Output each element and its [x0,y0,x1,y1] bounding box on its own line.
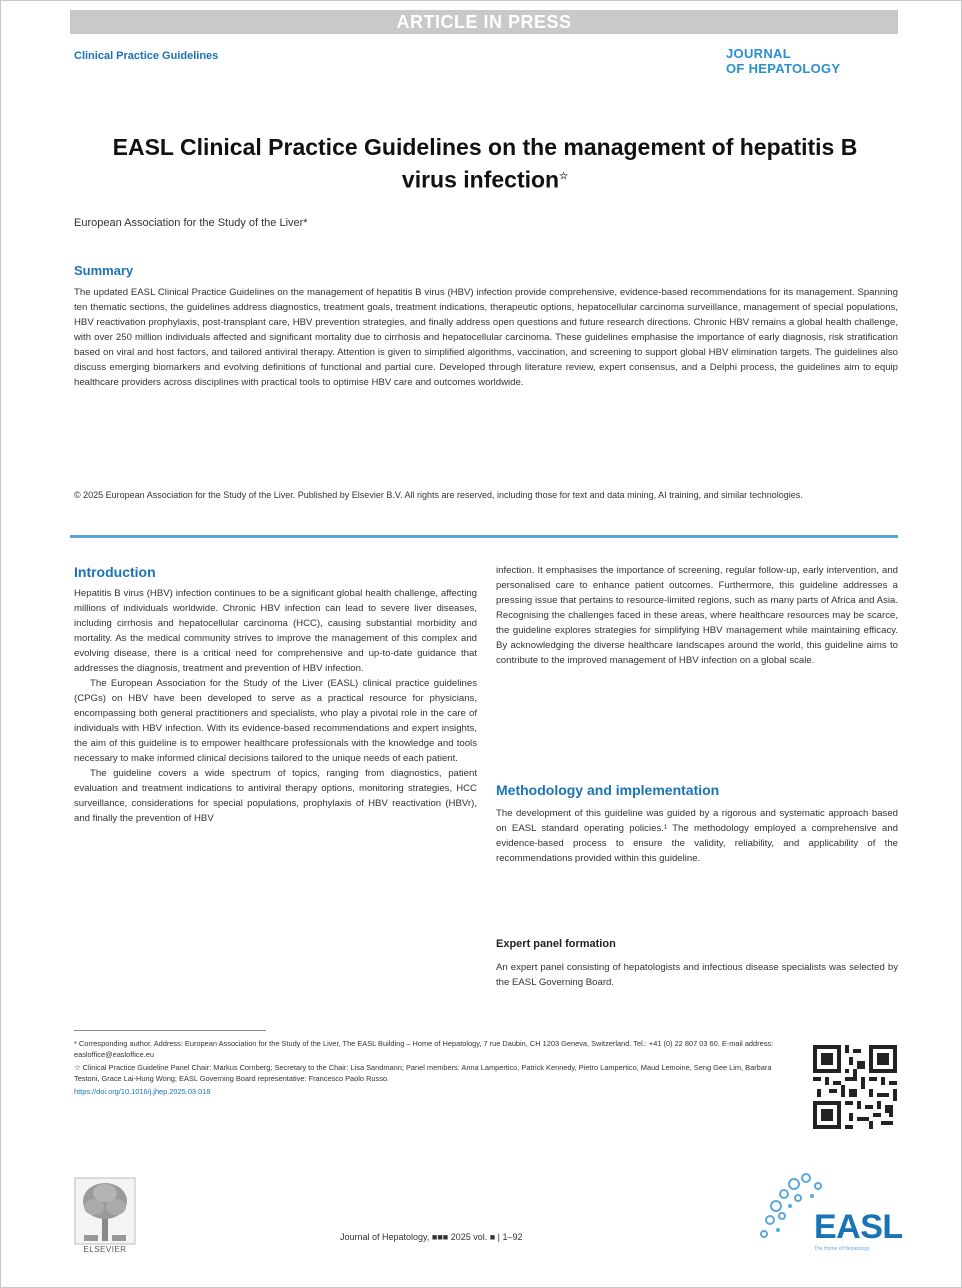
journal-logo[interactable] [726,46,901,76]
easl-tagline: The Home of Hepatology [814,1246,870,1252]
author-line[interactable]: European Association for the Study of the Liver* [74,217,308,229]
copyright-notice: © 2025 European Association for the Study of the Liver. Published by Elsevier B.V. All rights are reserved, including those for text and data mining, AI training, and similar technologies. [74,490,803,500]
methodology-paragraph-1 [496,806,898,866]
left-column [74,586,477,826]
journal-logo-line1: JOURNAL [726,46,791,61]
footnote-rule [74,1030,266,1031]
right-column [496,563,898,668]
introduction-heading: Introduction [74,564,156,580]
intro-paragraph-2: The European Association for the Study of the Liver (EASL) clinical practice guidelines (CPGs) on HBV have been developed to serve as a practical resource for physicians, encompassing both general practitioners and specialists, who play a pivotal role in the care of individuals with HBV infection. With its evidence-based recommendations and expert insights, the aim of this guideline is to empower healthcare professionals with the knowledge and tools necessary to make informed clinical decisions tailored to the unique needs of each patient. [74,678,477,764]
methodology-text-1: The development of this guideline was guided by a rigorous and systematic approach based on EASL standard operating policies.¹ The methodology employed a comprehensive and evidence-based process to ensure the validity, reliability, and applicability of the recommendations provided within this guideline. [496,808,898,864]
elsevier-tree-logo [74,1173,136,1251]
article-title-text: EASL Clinical Practice Guidelines on the management of hepatitis B virus infection [112,134,858,193]
section-label[interactable]: Clinical Practice Guidelines [74,50,219,62]
summary-heading: Summary [74,263,134,278]
corresponding-author-footnote: * Corresponding author. Address: European Association for the Study of the Liver, The EASL Building – Home of Hepatology, 7 rue Daubin, CH 1203 Geneva, Switzerland. Tel.: +41 (0) 22 807 03 60. E-mail address: easloffice@easloffice.eu [74,1039,774,1059]
expert-panel-heading: Expert panel formation [496,938,616,950]
summary-text: The updated EASL Clinical Practice Guidelines on the management of hepatitis B virus (HBV) infection provide comprehensive, evidence-based recommendations for its management. Spanning ten thematic sections, the guidelines address diagnostics, treatment goals, treatment indications, therapeutic options, hepatocellular carcinoma surveillance, management of special populations, HBV reactivation prophylaxis, post-transplant care, HBV prevention strategies, and finally address open questions and future research directions. Chronic HBV remains a global health challenge, with over 250 million individuals affected and significant mortality due to cirrhosis and hepatocellular carcinoma. These guidelines emphasise the importance of early diagnosis, risk stratification based on viral and host factors, and tailored antiviral therapy. Attention is given to simplified algorithms, vaccination, and screening to support global HBV elimination targets. The guidelines also discuss emerging biomarkers and evolving definitions of functional and partial cure. Developed through literature review, expert consensus, and a Delphi process, the guidelines aim to equip healthcare providers across disciplines with practical tools to optimise HBV care and outcomes worldwide. [74,287,898,388]
article-in-press-banner: ARTICLE IN PRESS [70,10,898,34]
easl-wordmark[interactable]: EASL [814,1208,903,1246]
intro-paragraph-1: Hepatitis B virus (HBV) infection continues to be a significant global health challenge, affecting millions of individuals worldwide. Chronic HBV infection can lead to severe liver diseases, including cirrhosis and hepatocellular carcinoma (HCC), causing substantial morbidity and mortality. As the medical community strives to improve the management of this complex and evolving disease, there is a critical need for comprehensive and up-to-date guidance that addresses the diagnosis, treatment and prevention of HBV infection. [74,588,477,674]
panel-footnote: ☆ Clinical Practice Guideline Panel Chair: Markus Cornberg; Secretary to the Chair: Lisa Sandmann; Panel members: Anna Lampertico, Patrick Kennedy, Pietro Lampertico, Maud Lemoine, Seng Gee Lim, Barbara Testoni, Grace Lai-Hung Wong; EASL Governing Board representative: Francesco Paolo Russo. [74,1063,772,1083]
qr-code[interactable] [813,1045,897,1129]
elsevier-wordmark: ELSEVIER [83,1245,127,1254]
journal-logo-line2: OF HEPATOLOGY [726,61,841,76]
article-title [100,132,870,195]
methodology-text-2: An expert panel consisting of hepatologists and infectious disease specialists was selected by the EASL Governing Board. [496,962,898,988]
doi-link[interactable]: https://doi.org/10.1016/j.jhep.2025.03.018 [74,1087,211,1096]
methodology-paragraph-2 [496,960,898,990]
intro-paragraph-3: The guideline covers a wide spectrum of topics, ranging from diagnostics, patient evaluation and treatment indications to antiviral therapy options, monitoring strategies, HCC surveillance, considerations for special populations, prophylaxis of HBV reactivation (HBVr), and finally the prevention of HBV [74,768,477,824]
section-divider [70,535,898,538]
intro-paragraph-4: infection. It emphasises the importance of screening, regular follow-up, early intervention, and personalised care to enhance patient outcomes. Furthermore, this guideline addresses a pressing issue that pertains to resource-limited regions, such as many parts of Africa and Asia. Recognising the challenges faced in these areas, where healthcare resources may be scarce, the guideline explores strategies for simplifying HBV management while maintaining efficacy. By acknowledging the diverse healthcare landscapes around the world, this guideline aims to contribute to the improved management of HBV infection on a global scale. [496,565,898,666]
methodology-heading: Methodology and implementation [496,782,720,798]
title-footnote-marker[interactable]: ☆ [559,171,569,182]
footnotes [74,1038,774,1099]
journal-citation: Journal of Hepatology, ■■■ 2025 vol. ■ | 1–92 [340,1232,523,1242]
